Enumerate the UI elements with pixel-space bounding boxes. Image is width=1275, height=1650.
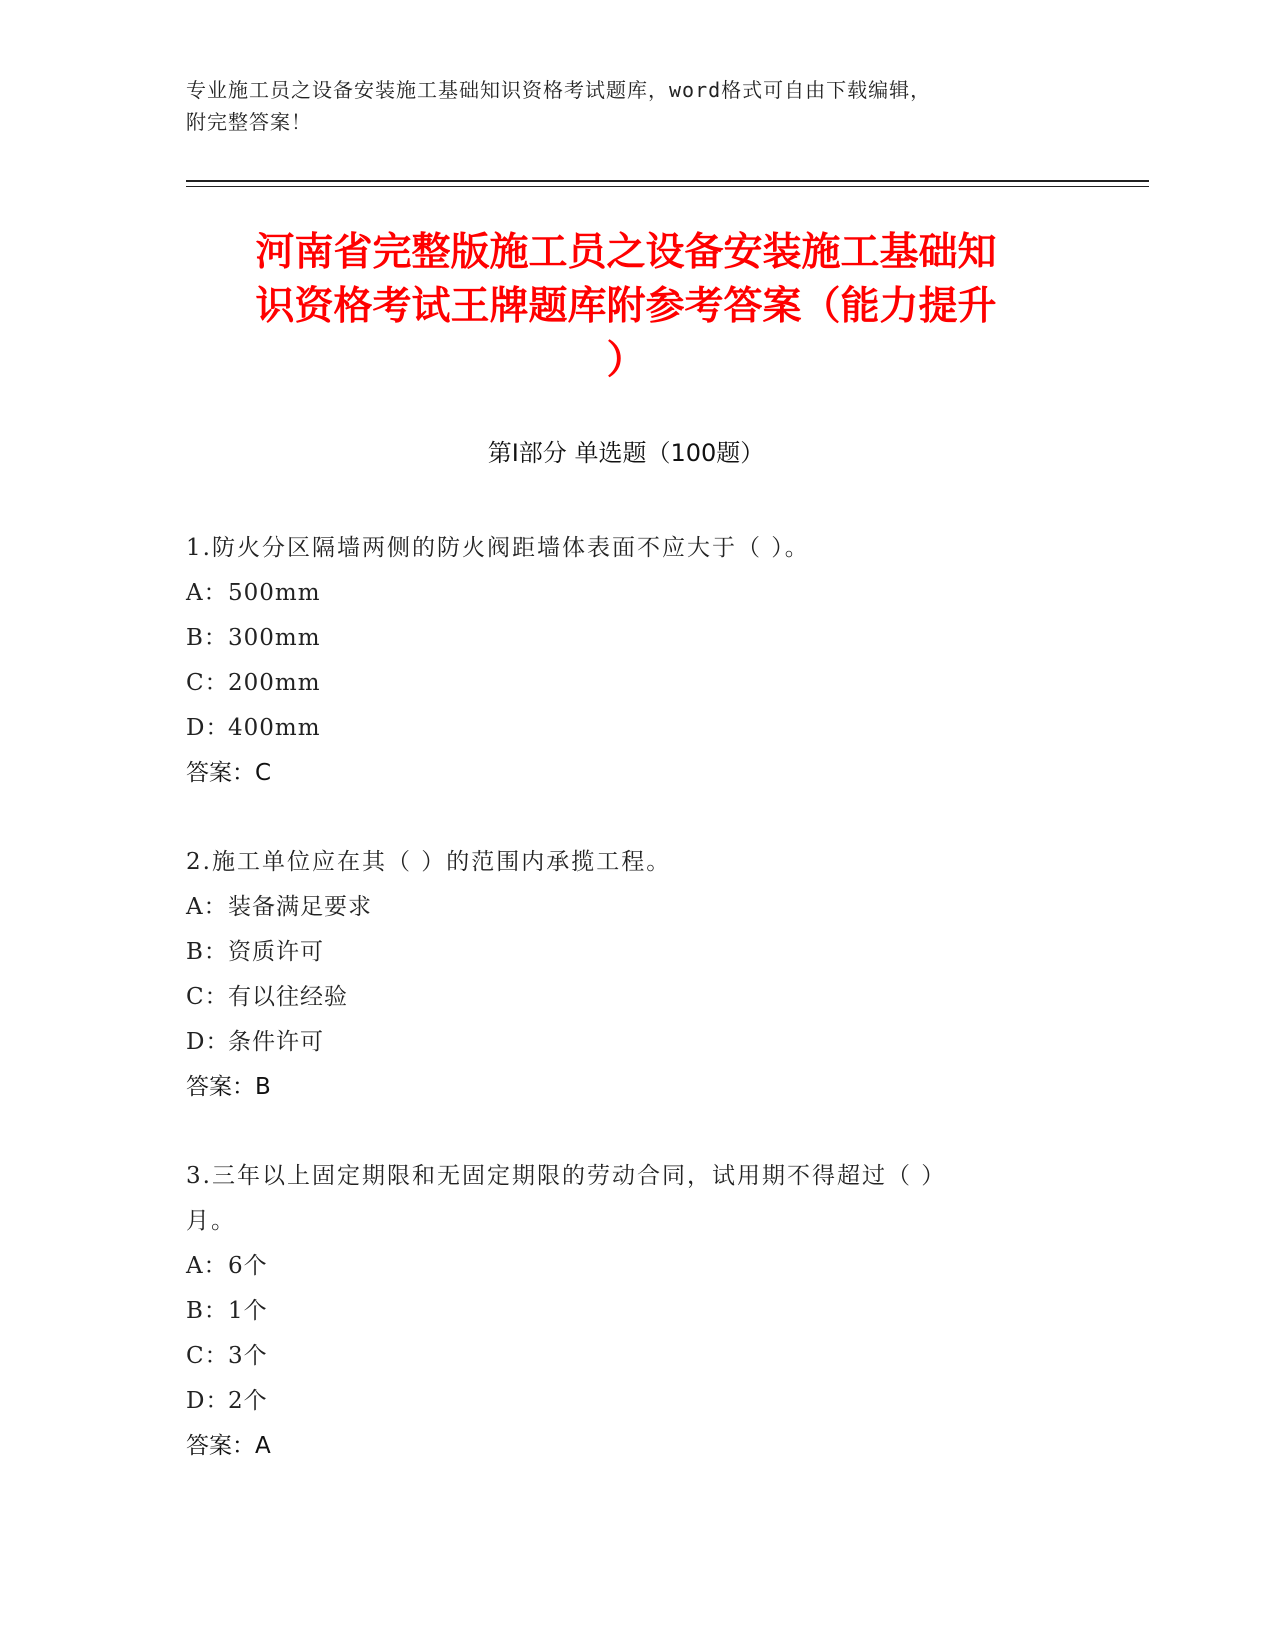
option-b — [186, 930, 1066, 975]
header-rule-thick — [186, 180, 1149, 182]
option-letter: C： — [186, 984, 229, 1010]
option-letter: B： — [186, 1298, 228, 1324]
answer: 答案：C — [186, 760, 272, 786]
option-a — [186, 885, 1066, 930]
option-letter: D： — [186, 1388, 230, 1414]
option-c — [186, 1334, 1066, 1379]
option-letter: A： — [186, 894, 228, 920]
question-2 — [186, 840, 1066, 1110]
header-note — [186, 74, 1086, 138]
question-list — [186, 526, 1066, 1513]
option-d — [186, 706, 1066, 751]
question-3 — [186, 1154, 1066, 1469]
option-text: 300mm — [228, 625, 321, 651]
option-text: 条件许可 — [228, 1029, 324, 1055]
answer: 答案：A — [186, 1433, 271, 1459]
question-1 — [186, 526, 1066, 796]
option-letter: A： — [186, 580, 228, 606]
document-title — [186, 226, 1066, 388]
option-d — [186, 1379, 1066, 1424]
option-text: 200mm — [228, 670, 321, 696]
option-letter: D： — [186, 715, 230, 741]
option-text: 装备满足要求 — [228, 894, 372, 920]
question-stem: 1.防火分区隔墙两侧的防火阀距墙体表面不应大于（ ）。 — [186, 535, 810, 561]
option-text: 2个 — [228, 1388, 268, 1414]
option-letter: C： — [186, 1343, 229, 1369]
header-note-line-1: 专业施工员之设备安装施工基础知识资格考试题库，word格式可自由下载编辑， — [186, 78, 932, 102]
option-text: 1个 — [228, 1298, 268, 1324]
option-text: 有以往经验 — [228, 984, 348, 1010]
header-rule-thin — [186, 186, 1149, 187]
option-b — [186, 616, 1066, 661]
document-title-line-3: ） — [606, 338, 646, 383]
option-text: 资质许可 — [228, 939, 324, 965]
option-text: 3个 — [228, 1343, 268, 1369]
option-a — [186, 1244, 1066, 1289]
option-text: 400mm — [228, 715, 321, 741]
question-stem-line-2: 月。 — [186, 1208, 236, 1234]
option-d — [186, 1020, 1066, 1065]
option-letter: B： — [186, 939, 228, 965]
document-title-line-1: 河南省完整版施工员之设备安装施工基础知 — [255, 230, 997, 275]
document-title-line-2: 识资格考试王牌题库附参考答案（能力提升 — [255, 284, 997, 329]
question-stem-line-1: 3.三年以上固定期限和无固定期限的劳动合同，试用期不得超过（ ） — [186, 1163, 947, 1189]
option-letter: B： — [186, 625, 228, 651]
option-a — [186, 571, 1066, 616]
header-note-line-2: 附完整答案！ — [186, 110, 312, 134]
answer: 答案：B — [186, 1074, 271, 1100]
option-letter: C： — [186, 670, 229, 696]
option-letter: A： — [186, 1253, 228, 1279]
question-stem: 2.施工单位应在其（ ）的范围内承揽工程。 — [186, 849, 672, 875]
option-text: 500mm — [228, 580, 321, 606]
option-b — [186, 1289, 1066, 1334]
option-letter: D： — [186, 1029, 230, 1055]
option-c — [186, 661, 1066, 706]
option-text: 6个 — [228, 1253, 268, 1279]
option-c — [186, 975, 1066, 1020]
section-title: 第Ⅰ部分 单选题（100题） — [487, 439, 765, 467]
